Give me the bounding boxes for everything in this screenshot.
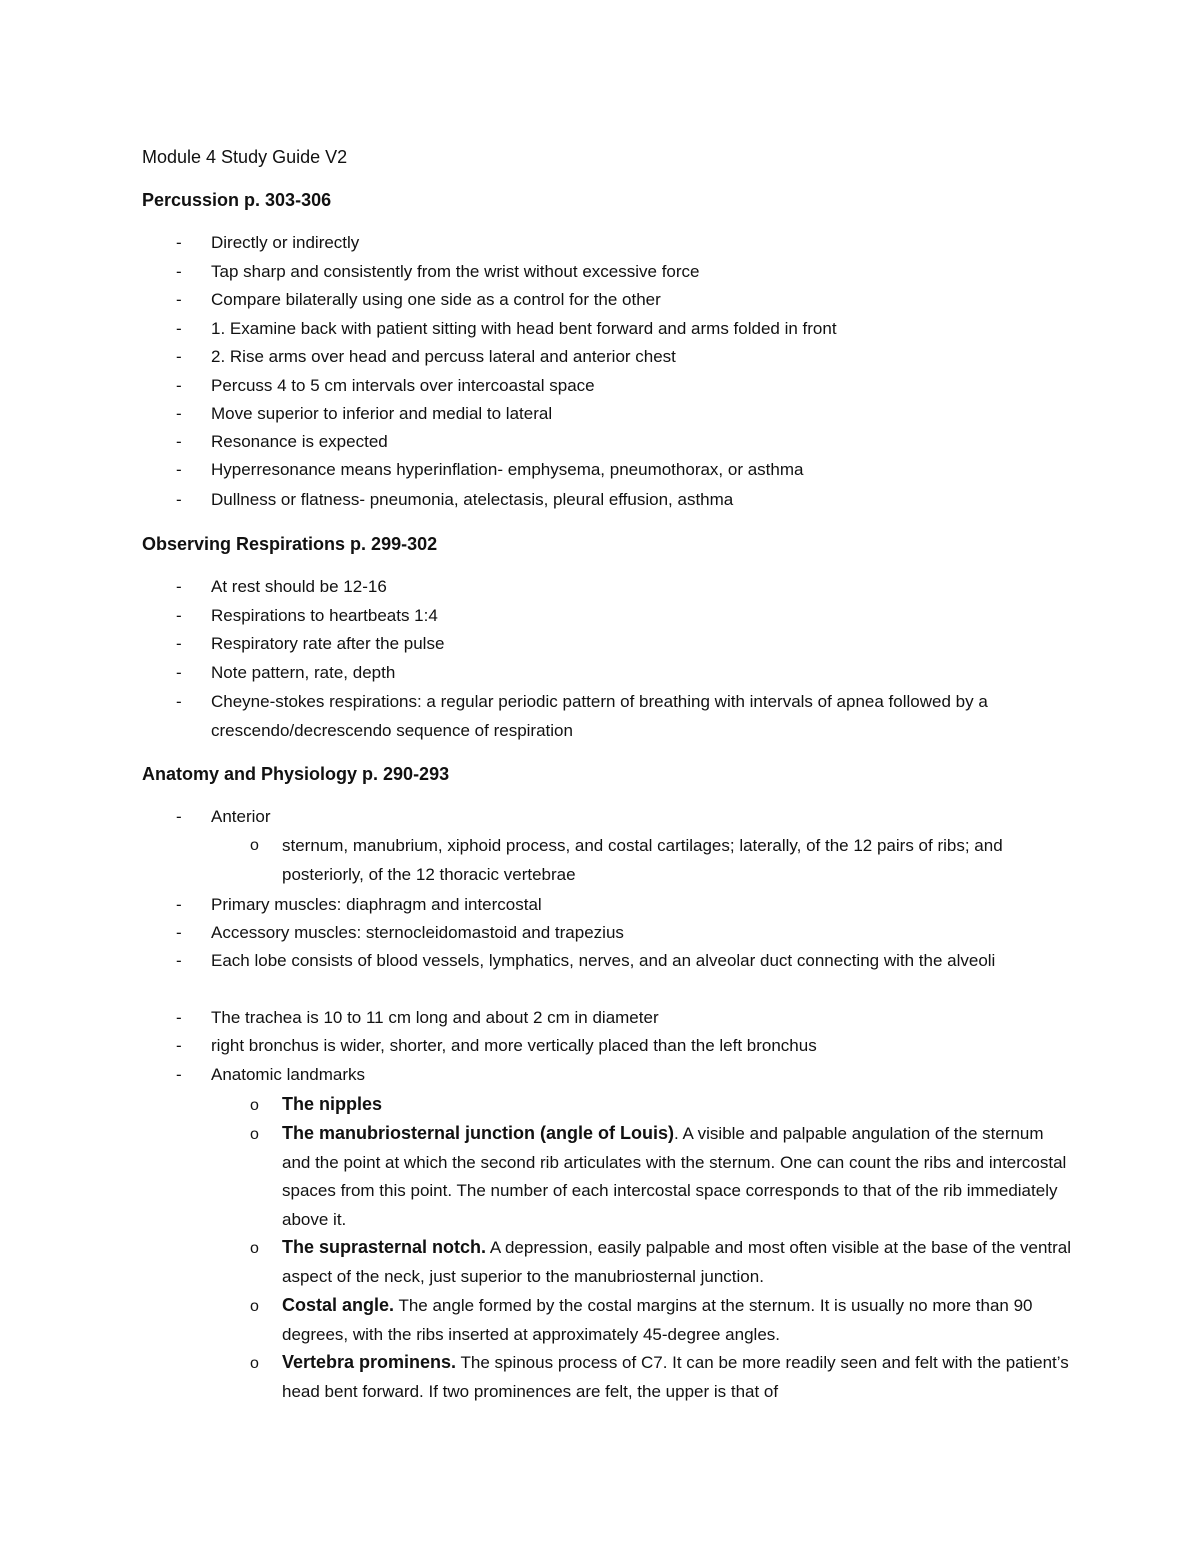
list-dash: - xyxy=(176,923,182,942)
list-dash: - xyxy=(176,663,182,682)
list-dash: - xyxy=(176,262,182,281)
list-dash: - xyxy=(176,319,182,338)
list-item: At rest should be 12-16 xyxy=(211,577,387,596)
list-dash: - xyxy=(176,1036,182,1055)
list-item: 1. Examine back with patient sitting with head bent forward and arms folded in front xyxy=(211,319,837,338)
list-dash: - xyxy=(176,692,182,711)
list-item: Tap sharp and consistently from the wrist without excessive force xyxy=(211,262,700,281)
list-dash: - xyxy=(176,577,182,596)
sub-list-marker: o xyxy=(250,837,259,854)
list-dash: - xyxy=(176,233,182,252)
landmark-term: Vertebra prominens. xyxy=(282,1352,457,1372)
sub-list-marker: o xyxy=(250,1240,259,1257)
section-heading-observing-respirations: Observing Respirations p. 299-302 xyxy=(142,534,438,554)
landmark-desc: The angle formed by the costal margins at the sternum. It is usually no more than 90 degrees, with the ribs inserted at approximately 45-degree angles. xyxy=(282,1296,1033,1344)
landmark-item xyxy=(282,1090,1072,1120)
list-dash: - xyxy=(176,490,182,509)
list-item: right bronchus is wider, shorter, and more vertically placed than the left bronchus xyxy=(211,1036,817,1055)
list-item: Dullness or flatness- pneumonia, atelectasis, pleural effusion, asthma xyxy=(211,490,734,509)
landmark-item xyxy=(282,1291,1072,1349)
list-item: Resonance is expected xyxy=(211,432,388,451)
landmark-desc: The spinous process of C7. It can be more readily seen and felt with the patient’s head bent forward. If two prominences are felt, the upper is that of xyxy=(282,1353,1069,1401)
list-item: Compare bilaterally using one side as a control for the other xyxy=(211,290,661,309)
landmark-term: The nipples xyxy=(282,1094,383,1114)
list-item: Primary muscles: diaphragm and intercostal xyxy=(211,895,542,914)
landmark-desc: . A visible and palpable angulation of the sternum and the point at which the second rib articulates with the sternum. One can count the ribs and intercostal spaces from this point. The number of each intercostal space corresponds to that of the rib immediately above it. xyxy=(282,1124,1067,1229)
list-dash: - xyxy=(176,460,182,479)
list-item: Note pattern, rate, depth xyxy=(211,663,396,682)
list-dash: - xyxy=(176,347,182,366)
landmark-item xyxy=(282,1233,1072,1291)
landmark-term: Costal angle. xyxy=(282,1295,395,1315)
landmark-term: The manubriosternal junction (angle of Louis) xyxy=(282,1123,675,1143)
list-item: Respirations to heartbeats 1:4 xyxy=(211,606,438,625)
list-item: Each lobe consists of blood vessels, lymphatics, nerves, and an alveolar duct connecting with the alveoli xyxy=(211,951,996,970)
list-item: 2. Rise arms over head and percuss lateral and anterior chest xyxy=(211,347,676,366)
list-dash: - xyxy=(176,404,182,423)
sub-list-item: sternum, manubrium, xiphoid process, and costal cartilages; laterally, of the 12 pairs of ribs; and posteriorly, of the 12 thoracic vertebrae xyxy=(282,836,1003,884)
list-item: Anatomic landmarks xyxy=(211,1065,366,1084)
list-item: Respiratory rate after the pulse xyxy=(211,634,445,653)
list-dash: - xyxy=(176,376,182,395)
list-item: Accessory muscles: sternocleidomastoid and trapezius xyxy=(211,923,624,942)
list-dash: - xyxy=(176,606,182,625)
list-dash: - xyxy=(176,1008,182,1027)
document-title: Module 4 Study Guide V2 xyxy=(142,147,348,167)
section-heading-percussion: Percussion p. 303-306 xyxy=(142,190,332,210)
landmark-desc: A depression, easily palpable and most often visible at the base of the ventral aspect of the neck, just superior to the manubriosternal junction. xyxy=(282,1238,1072,1286)
list-item: Cheyne-stokes respirations: a regular periodic pattern of breathing with intervals of apnea followed by a crescendo/decrescendo sequence of respiration xyxy=(211,692,988,740)
list-item: Anterior xyxy=(211,807,271,826)
list-dash: - xyxy=(176,432,182,451)
landmark-item xyxy=(282,1348,1072,1406)
list-item: Move superior to inferior and medial to lateral xyxy=(211,404,553,423)
sub-list-marker: o xyxy=(250,1126,259,1143)
list-dash: - xyxy=(176,807,182,826)
landmark-item xyxy=(282,1119,1072,1234)
sub-list-marker: o xyxy=(250,1097,259,1114)
section-heading-anatomy-physiology: Anatomy and Physiology p. 290-293 xyxy=(142,764,450,784)
sub-list-marker: o xyxy=(250,1355,259,1372)
list-item: The trachea is 10 to 11 cm long and about 2 cm in diameter xyxy=(211,1008,659,1027)
list-dash: - xyxy=(176,290,182,309)
list-dash: - xyxy=(176,634,182,653)
list-dash: - xyxy=(176,951,182,970)
list-item: Hyperresonance means hyperinflation- emphysema, pneumothorax, or asthma xyxy=(211,460,804,479)
list-dash: - xyxy=(176,1065,182,1084)
list-item: Directly or indirectly xyxy=(211,233,360,252)
list-item: Percuss 4 to 5 cm intervals over intercoastal space xyxy=(211,376,595,395)
landmark-term: The suprasternal notch. xyxy=(282,1237,487,1257)
list-dash: - xyxy=(176,895,182,914)
sub-list-marker: o xyxy=(250,1298,259,1315)
